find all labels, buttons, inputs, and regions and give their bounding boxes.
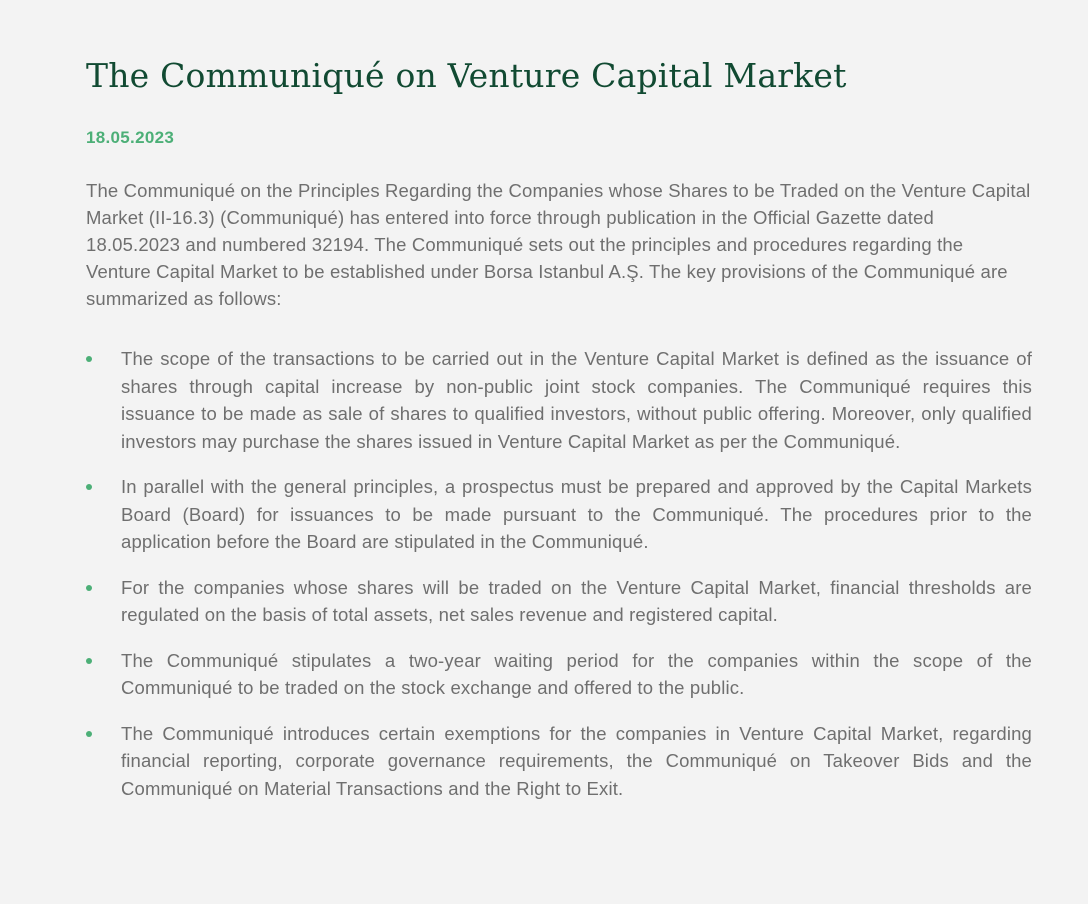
list-item (86, 473, 1032, 556)
bullet-dot-icon (86, 484, 92, 490)
bullet-dot-icon (86, 356, 92, 362)
bullet-dot-icon (86, 731, 92, 737)
page-title: The Communiqué on Venture Capital Market (86, 56, 847, 95)
list-item (86, 574, 1032, 629)
list-item (86, 345, 1032, 455)
list-item-text: The Communiqué introduces certain exemptions for the companies in Venture Capital Market, regarding financial reporting, corporate governance requirements, the Communiqué on Takeover Bids and the Communiqué on Material Transactions and the Right to Exit. (121, 722, 1032, 799)
publish-date: 18.05.2023 (86, 128, 175, 147)
list-item-text: In parallel with the general principles, a prospectus must be prepared and approved by the Capital Markets Board (Board) for issuances to be made pursuant to the Communiqué. The procedures prior to the application before the Board are stipulated in the Communiqué. (121, 476, 1032, 552)
bullet-dot-icon (86, 585, 92, 591)
list-item-text: For the companies whose shares will be traded on the Venture Capital Market, financial thresholds are regulated on the basis of total assets, net sales revenue and registered capital. (121, 576, 1032, 625)
list-item-text: The scope of the transactions to be carried out in the Venture Capital Market is defined as the issuance of shares through capital increase by non-public joint stock companies. The Communiqué requires this issuance to be made as sale of shares to qualified investors, without public offering. Moreover, only qualified investors may purchase the shares issued in Venture Capital Market as per the Communiqué. (121, 348, 1032, 452)
intro-paragraph: The Communiqué on the Principles Regarding the Companies whose Shares to be Traded on the Venture Capital Market (II-16.3) (Communiqué) has entered into force through publication in the Official Gazette dated 18.05.2023 and numbered 32194. The Communiqué sets out the principles and procedures regarding the Venture Capital Market to be established under Borsa Istanbul A.Ş. The key provisions of the Communiqué are summarized as follows: (86, 180, 1031, 309)
list-item (86, 720, 1032, 803)
list-item (86, 647, 1032, 702)
list-item-text: The Communiqué stipulates a two-year waiting period for the companies within the scope of the Communiqué to be traded on the stock exchange and offered to the public. (121, 649, 1032, 698)
provisions-list (86, 345, 1032, 802)
bullet-dot-icon (86, 658, 92, 664)
article (86, 52, 1032, 820)
